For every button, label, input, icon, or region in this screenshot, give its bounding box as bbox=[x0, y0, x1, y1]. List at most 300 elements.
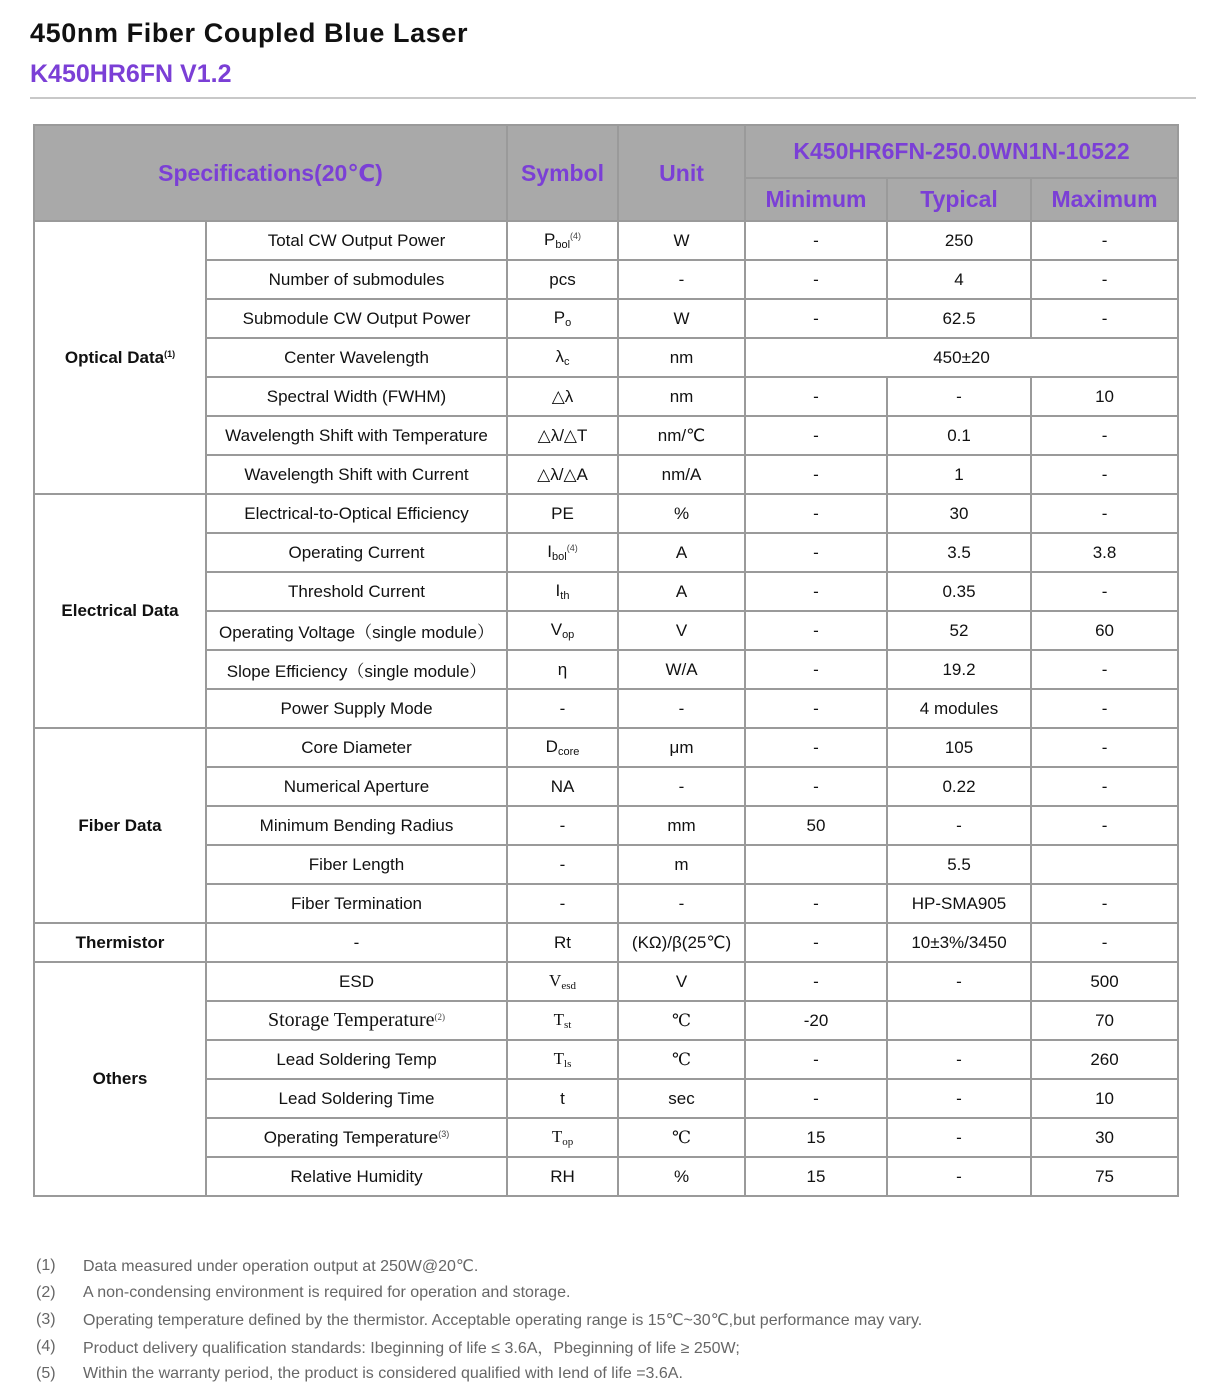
symbol-main: T bbox=[551, 1127, 563, 1146]
typ-value: - bbox=[956, 1088, 962, 1108]
symbol-cell bbox=[507, 650, 618, 689]
value-max bbox=[1031, 533, 1178, 572]
footnote-number: (4) bbox=[36, 1337, 56, 1355]
table-row bbox=[34, 572, 1178, 611]
table-row bbox=[34, 1157, 1178, 1196]
footnote-number: (1) bbox=[36, 1256, 56, 1274]
unit-cell bbox=[618, 455, 745, 494]
parameter-name: Lead Soldering Temp bbox=[276, 1049, 437, 1069]
unit-value: V bbox=[675, 620, 688, 640]
symbol-cell bbox=[507, 728, 618, 767]
parameter-cell bbox=[206, 806, 507, 845]
max-value: - bbox=[1101, 659, 1108, 679]
table-row bbox=[34, 884, 1178, 923]
min-value: 15 bbox=[806, 1166, 826, 1186]
header-unit: Unit bbox=[618, 125, 745, 221]
footnote-text: A non-condensing environment is required for operation and storage. bbox=[83, 1283, 571, 1301]
parameter-name: Storage Temperature bbox=[268, 1009, 435, 1031]
unit-value: ℃ bbox=[672, 1049, 692, 1069]
parameter-name: Minimum Bending Radius bbox=[259, 815, 454, 835]
min-value: -20 bbox=[803, 1010, 829, 1030]
header-typical: Typical bbox=[887, 178, 1031, 221]
typ-value: 5.5 bbox=[947, 854, 971, 874]
symbol-cell bbox=[507, 806, 618, 845]
group-label-text: Thermistor bbox=[75, 932, 165, 952]
parameter-cell bbox=[206, 416, 507, 455]
value-min bbox=[745, 845, 887, 884]
footnote bbox=[36, 1306, 922, 1333]
value-typ bbox=[887, 923, 1031, 962]
min-value: - bbox=[813, 737, 819, 757]
value-min bbox=[745, 455, 887, 494]
header-symbol: Symbol bbox=[507, 125, 618, 221]
min-value: - bbox=[813, 1049, 819, 1069]
symbol-main: η bbox=[557, 659, 568, 679]
typ-value: 3.5 bbox=[947, 542, 971, 562]
symbol-subscript: st bbox=[564, 1019, 572, 1031]
parameter-name: ESD bbox=[339, 971, 374, 991]
parameter-cell bbox=[206, 1079, 507, 1118]
parameter-cell bbox=[206, 377, 507, 416]
table-row bbox=[34, 1079, 1178, 1118]
parameter-name: Operating Voltage（single module） bbox=[219, 623, 494, 642]
symbol-cell bbox=[507, 611, 618, 650]
parameter-cell bbox=[206, 650, 507, 689]
symbol-subscript: bol bbox=[555, 239, 571, 251]
unit-value: - bbox=[678, 893, 685, 913]
parameter-cell bbox=[206, 338, 507, 377]
parameter-cell bbox=[206, 611, 507, 650]
typ-value: 30 bbox=[949, 503, 969, 523]
parameter-cell bbox=[206, 494, 507, 533]
header-specifications: Specifications(20℃) bbox=[34, 125, 507, 221]
parameter-name: Numerical Aperture bbox=[283, 776, 430, 796]
max-value: - bbox=[1101, 932, 1108, 952]
symbol-cell bbox=[507, 455, 618, 494]
value-max bbox=[1031, 1001, 1178, 1040]
parameter-name: Center Wavelength bbox=[284, 347, 429, 367]
group-label-electrical bbox=[34, 494, 206, 728]
group-label-optical bbox=[34, 221, 206, 494]
table-row bbox=[34, 221, 1178, 260]
value-typ bbox=[887, 572, 1031, 611]
value-min bbox=[745, 494, 887, 533]
table-row bbox=[34, 533, 1178, 572]
value-min bbox=[745, 416, 887, 455]
table-row bbox=[34, 416, 1178, 455]
value-max bbox=[1031, 1157, 1178, 1196]
unit-cell bbox=[618, 494, 745, 533]
max-value: - bbox=[1101, 698, 1108, 718]
symbol-main: NA bbox=[550, 776, 575, 796]
unit-value: W bbox=[673, 230, 690, 250]
value-typ bbox=[887, 455, 1031, 494]
header-minimum: Minimum bbox=[745, 178, 887, 221]
value-min bbox=[745, 260, 887, 299]
value-typ bbox=[887, 494, 1031, 533]
parameter-name: Power Supply Mode bbox=[280, 698, 433, 718]
parameter-cell bbox=[206, 767, 507, 806]
parameter-name: Wavelength Shift with Temperature bbox=[225, 425, 488, 445]
table-row bbox=[34, 806, 1178, 845]
symbol-footnote: (4) bbox=[566, 543, 578, 553]
symbol-subscript: bol bbox=[552, 551, 567, 563]
table-row bbox=[34, 260, 1178, 299]
value-typ bbox=[887, 884, 1031, 923]
symbol-main: △λ/△A bbox=[537, 464, 588, 484]
unit-cell bbox=[618, 377, 745, 416]
unit-cell bbox=[618, 338, 745, 377]
unit-cell bbox=[618, 572, 745, 611]
typ-value: HP-SMA905 bbox=[911, 893, 1007, 913]
document-title: 450nm Fiber Coupled Blue Laser bbox=[30, 18, 469, 48]
parameter-cell bbox=[206, 221, 507, 260]
parameter-cell bbox=[206, 533, 507, 572]
value-max bbox=[1031, 845, 1178, 884]
table-row bbox=[34, 845, 1178, 884]
table-row bbox=[34, 338, 1178, 377]
footnote bbox=[36, 1252, 922, 1279]
value-min bbox=[745, 728, 887, 767]
unit-value: V bbox=[675, 971, 688, 991]
typ-value: - bbox=[956, 1166, 962, 1186]
unit-cell bbox=[618, 845, 745, 884]
unit-value: ℃ bbox=[672, 1127, 692, 1147]
symbol-main: pcs bbox=[549, 269, 576, 289]
footnote-text: Product delivery qualification standards: Ibeginning of life ≤ 3.6A，Pbeginning of life ≥ 250W; bbox=[83, 1340, 740, 1357]
max-value: 260 bbox=[1090, 1049, 1119, 1069]
typ-value: 0.1 bbox=[947, 425, 971, 445]
max-value: - bbox=[1101, 308, 1108, 328]
unit-cell bbox=[618, 884, 745, 923]
value-min bbox=[745, 923, 887, 962]
merged-value: 450±20 bbox=[933, 347, 990, 367]
footnote-text: Data measured under operation output at 250W@20℃. bbox=[83, 1257, 479, 1275]
unit-value: W/A bbox=[665, 659, 698, 679]
parameter-cell bbox=[206, 962, 507, 1001]
typ-value: - bbox=[956, 1127, 962, 1147]
parameter-name: Spectral Width (FWHM) bbox=[266, 386, 447, 406]
symbol-main: - bbox=[559, 854, 566, 874]
unit-cell bbox=[618, 416, 745, 455]
table-row bbox=[34, 299, 1178, 338]
parameter-name: Submodule CW Output Power bbox=[242, 308, 471, 328]
parameter-cell bbox=[206, 572, 507, 611]
typ-value: - bbox=[956, 1049, 962, 1069]
parameter-name: Lead Soldering Time bbox=[278, 1088, 435, 1108]
parameter-name: Total CW Output Power bbox=[267, 230, 446, 250]
typ-value: 19.2 bbox=[942, 659, 976, 679]
value-max bbox=[1031, 377, 1178, 416]
typ-value: 1 bbox=[954, 464, 964, 484]
value-max bbox=[1031, 767, 1178, 806]
max-value: - bbox=[1101, 815, 1108, 835]
parameter-cell bbox=[206, 923, 507, 962]
unit-cell bbox=[618, 962, 745, 1001]
symbol-cell bbox=[507, 962, 618, 1001]
symbol-main: I bbox=[547, 542, 553, 561]
header-model: K450HR6FN-250.0WN1N-10522 bbox=[745, 125, 1178, 178]
footnote-number: (5) bbox=[36, 1364, 56, 1382]
symbol-cell bbox=[507, 416, 618, 455]
table-row bbox=[34, 494, 1178, 533]
min-value: - bbox=[813, 620, 819, 640]
value-max bbox=[1031, 299, 1178, 338]
symbol-cell bbox=[507, 299, 618, 338]
value-typ bbox=[887, 1157, 1031, 1196]
max-value: - bbox=[1101, 737, 1108, 757]
symbol-main: - bbox=[559, 815, 566, 835]
value-max bbox=[1031, 572, 1178, 611]
max-value: 70 bbox=[1095, 1010, 1114, 1030]
unit-cell bbox=[618, 923, 745, 962]
table-row bbox=[34, 1001, 1178, 1040]
max-value: 500 bbox=[1090, 971, 1119, 991]
footnote-number: (2) bbox=[36, 1283, 56, 1301]
value-max bbox=[1031, 1040, 1178, 1079]
min-value: - bbox=[813, 425, 819, 445]
unit-cell bbox=[618, 221, 745, 260]
value-max bbox=[1031, 650, 1178, 689]
symbol-main: - bbox=[559, 698, 566, 718]
parameter-name: Wavelength Shift with Current bbox=[244, 464, 469, 484]
symbol-cell bbox=[507, 533, 618, 572]
max-value: - bbox=[1101, 269, 1108, 289]
min-value: - bbox=[813, 893, 819, 913]
parameter-name: - bbox=[353, 932, 360, 952]
max-value: - bbox=[1101, 425, 1108, 445]
symbol-main: - bbox=[559, 893, 566, 913]
parameter-name: Operating Current bbox=[288, 542, 425, 562]
value-max bbox=[1031, 728, 1178, 767]
symbol-main: λ bbox=[555, 347, 565, 366]
table-row bbox=[34, 923, 1178, 962]
unit-cell bbox=[618, 611, 745, 650]
value-typ bbox=[887, 689, 1031, 728]
max-value: 30 bbox=[1095, 1127, 1114, 1147]
value-typ bbox=[887, 1079, 1031, 1118]
unit-value: A bbox=[675, 542, 688, 562]
parameter-cell bbox=[206, 1040, 507, 1079]
group-label-text: Fiber Data bbox=[78, 815, 162, 835]
symbol-cell bbox=[507, 767, 618, 806]
symbol-main: D bbox=[545, 737, 558, 756]
unit-cell bbox=[618, 1001, 745, 1040]
parameter-name: Fiber Length bbox=[308, 854, 405, 874]
typ-value: 4 modules bbox=[919, 698, 999, 718]
table-row bbox=[34, 1118, 1178, 1157]
value-max bbox=[1031, 1118, 1178, 1157]
symbol-cell bbox=[507, 1157, 618, 1196]
value-typ bbox=[887, 221, 1031, 260]
symbol-cell bbox=[507, 845, 618, 884]
parameter-cell bbox=[206, 1001, 507, 1040]
table-row bbox=[34, 767, 1178, 806]
unit-cell bbox=[618, 299, 745, 338]
parameter-name: Fiber Termination bbox=[290, 893, 423, 913]
symbol-subscript: op bbox=[562, 1136, 574, 1148]
group-label-text: Optical Data bbox=[64, 347, 165, 367]
max-value: 3.8 bbox=[1092, 542, 1117, 562]
value-max bbox=[1031, 221, 1178, 260]
symbol-main: V bbox=[550, 620, 563, 639]
symbol-main: △λ bbox=[551, 386, 574, 406]
group-label-text: Others bbox=[92, 1069, 148, 1088]
footnote-text: Operating temperature defined by the thermistor. Acceptable operating range is 15℃~30℃,but performance may vary. bbox=[83, 1311, 923, 1329]
group-label-others bbox=[34, 962, 206, 1196]
value-typ bbox=[887, 260, 1031, 299]
table-row bbox=[34, 689, 1178, 728]
typ-value: - bbox=[956, 971, 962, 991]
symbol-subscript: ls bbox=[564, 1058, 572, 1070]
unit-cell bbox=[618, 1157, 745, 1196]
footnote-text: Within the warranty period, the product is considered qualified with Iend of life =3.6A. bbox=[83, 1364, 683, 1382]
symbol-subscript: op bbox=[562, 629, 575, 641]
value-max bbox=[1031, 494, 1178, 533]
unit-value: (KΩ)/β(25℃) bbox=[631, 932, 732, 952]
min-value: - bbox=[813, 581, 819, 601]
value-typ bbox=[887, 1001, 1031, 1040]
header-maximum: Maximum bbox=[1031, 178, 1178, 221]
value-min bbox=[745, 572, 887, 611]
value-typ bbox=[887, 299, 1031, 338]
typ-value: 250 bbox=[944, 230, 974, 250]
value-min bbox=[745, 650, 887, 689]
value-typ bbox=[887, 377, 1031, 416]
unit-cell bbox=[618, 689, 745, 728]
min-value: - bbox=[813, 230, 819, 250]
value-min bbox=[745, 1040, 887, 1079]
symbol-cell bbox=[507, 260, 618, 299]
parameter-cell bbox=[206, 455, 507, 494]
typ-value: 0.22 bbox=[942, 776, 976, 796]
symbol-main: RH bbox=[550, 1166, 575, 1186]
symbol-subscript: o bbox=[565, 317, 572, 329]
typ-value: 105 bbox=[944, 737, 974, 757]
unit-value: A bbox=[675, 581, 688, 601]
typ-value: 0.35 bbox=[942, 581, 976, 601]
group-label-fiber bbox=[34, 728, 206, 923]
group-label-text: Electrical Data bbox=[61, 601, 179, 620]
symbol-main: T bbox=[553, 1010, 565, 1029]
value-max bbox=[1031, 689, 1178, 728]
unit-cell bbox=[618, 1079, 745, 1118]
parameter-name: Core Diameter bbox=[301, 737, 412, 757]
parameter-name: Threshold Current bbox=[288, 581, 426, 601]
typ-value: 52 bbox=[949, 620, 969, 640]
model-version: K450HR6FN V1.2 bbox=[30, 60, 232, 88]
footnote bbox=[36, 1279, 922, 1306]
table-row bbox=[34, 650, 1178, 689]
value-min bbox=[745, 884, 887, 923]
table-row bbox=[34, 728, 1178, 767]
footnote bbox=[36, 1360, 922, 1387]
symbol-main: Rt bbox=[554, 932, 572, 952]
value-typ bbox=[887, 650, 1031, 689]
min-value: - bbox=[813, 659, 819, 679]
max-value: - bbox=[1101, 230, 1108, 250]
unit-value: m bbox=[674, 854, 689, 874]
max-value: - bbox=[1101, 464, 1108, 484]
group-label-footnote: (1) bbox=[164, 348, 176, 359]
unit-cell bbox=[618, 260, 745, 299]
unit-cell bbox=[618, 806, 745, 845]
symbol-subscript: th bbox=[560, 590, 570, 602]
table-row bbox=[34, 611, 1178, 650]
symbol-main: V bbox=[549, 971, 562, 990]
unit-value: nm bbox=[669, 347, 694, 367]
symbol-cell bbox=[507, 689, 618, 728]
typ-value: - bbox=[956, 386, 962, 406]
value-max bbox=[1031, 923, 1178, 962]
footnote-number: (3) bbox=[36, 1310, 56, 1328]
unit-value: - bbox=[678, 776, 685, 796]
unit-value: nm/℃ bbox=[657, 425, 706, 445]
unit-value: nm/A bbox=[661, 464, 702, 484]
header-divider bbox=[30, 97, 1196, 99]
table-row bbox=[34, 1040, 1178, 1079]
value-max bbox=[1031, 455, 1178, 494]
value-max bbox=[1031, 1079, 1178, 1118]
unit-value: mm bbox=[667, 815, 696, 835]
table-row bbox=[34, 377, 1178, 416]
max-value: 10 bbox=[1095, 1088, 1114, 1108]
value-min bbox=[745, 689, 887, 728]
symbol-subscript: esd bbox=[561, 980, 576, 992]
parameter-footnote: (2) bbox=[434, 1012, 445, 1022]
symbol-cell bbox=[507, 1001, 618, 1040]
min-value: 50 bbox=[806, 815, 826, 835]
unit-cell bbox=[618, 1118, 745, 1157]
typ-value: - bbox=[956, 815, 962, 835]
max-value: 60 bbox=[1095, 620, 1114, 640]
value-max bbox=[1031, 416, 1178, 455]
typ-value: 62.5 bbox=[942, 308, 976, 328]
table-row bbox=[34, 455, 1178, 494]
unit-cell bbox=[618, 650, 745, 689]
value-typ bbox=[887, 767, 1031, 806]
parameter-cell bbox=[206, 845, 507, 884]
footnote bbox=[36, 1333, 922, 1360]
symbol-cell bbox=[507, 338, 618, 377]
symbol-subscript: c bbox=[564, 356, 570, 368]
specifications-table bbox=[33, 124, 1179, 1197]
value-min bbox=[745, 962, 887, 1001]
value-typ bbox=[887, 845, 1031, 884]
max-value: 75 bbox=[1095, 1166, 1114, 1186]
min-value: - bbox=[813, 776, 819, 796]
parameter-cell bbox=[206, 689, 507, 728]
unit-cell bbox=[618, 533, 745, 572]
symbol-cell bbox=[507, 221, 618, 260]
parameter-name: Relative Humidity bbox=[290, 1166, 423, 1186]
unit-value: sec bbox=[668, 1088, 695, 1108]
unit-value: ℃ bbox=[672, 1010, 692, 1030]
max-value: - bbox=[1101, 581, 1108, 601]
max-value: - bbox=[1101, 776, 1108, 796]
value-min bbox=[745, 611, 887, 650]
value-typ bbox=[887, 1118, 1031, 1157]
min-value: - bbox=[813, 503, 819, 523]
max-value: - bbox=[1101, 503, 1108, 523]
spec-body bbox=[34, 221, 1178, 1196]
value-min bbox=[745, 377, 887, 416]
symbol-cell bbox=[507, 377, 618, 416]
min-value: 15 bbox=[806, 1127, 826, 1147]
value-min bbox=[745, 1079, 887, 1118]
unit-cell bbox=[618, 1040, 745, 1079]
symbol-main: PE bbox=[551, 503, 574, 523]
